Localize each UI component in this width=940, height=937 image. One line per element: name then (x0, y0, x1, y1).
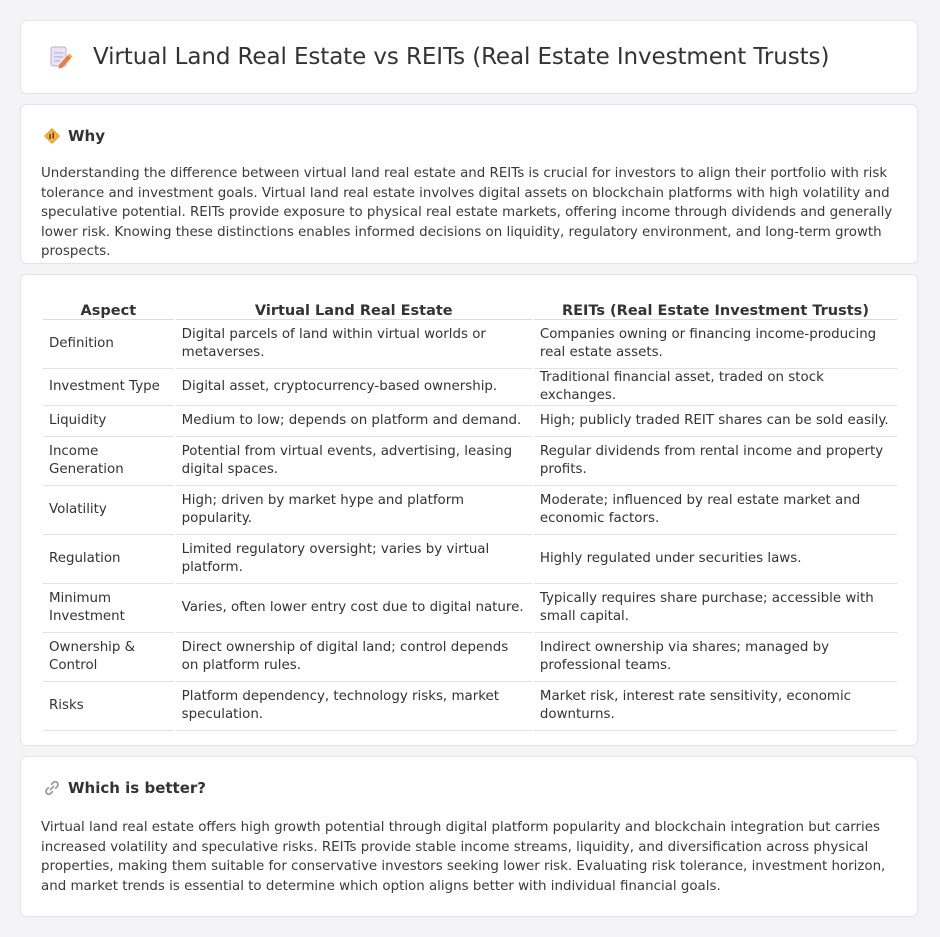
why-heading: Why (68, 127, 106, 145)
table-row (43, 535, 897, 584)
row-aspect: Ownership & Control (43, 633, 174, 682)
diamond-sign-icon (43, 127, 61, 145)
table-row (43, 406, 897, 437)
row-aspect: Volatility (43, 486, 174, 535)
row-reits: Typically requires share purchase; accessible with small capital. (534, 584, 897, 633)
row-reits: Moderate; influenced by real estate market and economic factors. (534, 486, 897, 535)
row-virtual-land: Platform dependency, technology risks, market speculation. (176, 682, 532, 731)
row-reits: Market risk, interest rate sensitivity, economic downturns. (534, 682, 897, 731)
header-aspect: Aspect (43, 295, 174, 320)
why-paragraph: Understanding the difference between virtual land real estate and REITs is crucial for investors to align their portfolio with risk tolerance and investment goals. Virtual land real estate involves digital assets on blockchain platforms with high volatility and speculative potential. REITs provide exposure to physical real estate markets, offering income through dividends and generally lower risk. Knowing these distinctions enables informed decisions on liquidity, regulatory environment, and long-term growth prospects. (41, 166, 893, 259)
table-row (43, 437, 897, 486)
row-reits: Traditional financial asset, traded on stock exchanges. (534, 369, 897, 406)
row-aspect: Regulation (43, 535, 174, 584)
row-reits: Companies owning or financing income-producing real estate assets. (534, 320, 897, 369)
row-reits: Regular dividends from rental income and property profits. (534, 437, 897, 486)
link-icon (43, 779, 61, 797)
which-is-better-heading: Which is better? (68, 779, 206, 797)
table-row (43, 682, 897, 731)
row-virtual-land: Digital parcels of land within virtual worlds or metaverses. (176, 320, 532, 369)
row-virtual-land: Limited regulatory oversight; varies by virtual platform. (176, 535, 532, 584)
row-aspect: Investment Type (43, 369, 174, 406)
row-aspect: Income Generation (43, 437, 174, 486)
row-virtual-land: Digital asset, cryptocurrency-based ownership. (176, 369, 532, 406)
row-aspect: Risks (43, 682, 174, 731)
table-row (43, 369, 897, 406)
table-row (43, 486, 897, 535)
row-virtual-land: Direct ownership of digital land; control depends on platform rules. (176, 633, 532, 682)
which-is-better-paragraph: Virtual land real estate offers high growth potential through digital platform popularity and blockchain integration but carries increased volatility and speculative risks. REITs provide stable income streams, liquidity, and diversification across physical properties, making them suitable for conservative investors seeking lower risk. Evaluating risk tolerance, investment horizon, and market trends is essential to determine which option aligns better with individual financial goals. (41, 820, 886, 894)
row-aspect: Minimum Investment (43, 584, 174, 633)
table-header-row (43, 295, 897, 320)
row-virtual-land: Varies, often lower entry cost due to digital nature. (176, 584, 532, 633)
row-virtual-land: Medium to low; depends on platform and demand. (176, 406, 532, 437)
row-reits: High; publicly traded REIT shares can be sold easily. (534, 406, 897, 437)
table-row (43, 320, 897, 369)
header-reits: REITs (Real Estate Investment Trusts) (534, 295, 897, 320)
row-aspect: Liquidity (43, 406, 174, 437)
comparison-table (41, 295, 899, 731)
document-edit-icon (47, 44, 73, 70)
which-is-better-section (20, 756, 918, 917)
table-row (43, 584, 897, 633)
row-reits: Indirect ownership via shares; managed by professional teams. (534, 633, 897, 682)
comparison-card (20, 274, 918, 746)
row-virtual-land: High; driven by market hype and platform popularity. (176, 486, 532, 535)
page-title: Virtual Land Real Estate vs REITs (Real Estate Investment Trusts) (93, 44, 830, 70)
row-reits: Highly regulated under securities laws. (534, 535, 897, 584)
row-aspect: Definition (43, 320, 174, 369)
table-row (43, 633, 897, 682)
why-section (20, 104, 918, 264)
header-virtual-land: Virtual Land Real Estate (176, 295, 532, 320)
title-card (20, 20, 918, 94)
row-virtual-land: Potential from virtual events, advertising, leasing digital spaces. (176, 437, 532, 486)
